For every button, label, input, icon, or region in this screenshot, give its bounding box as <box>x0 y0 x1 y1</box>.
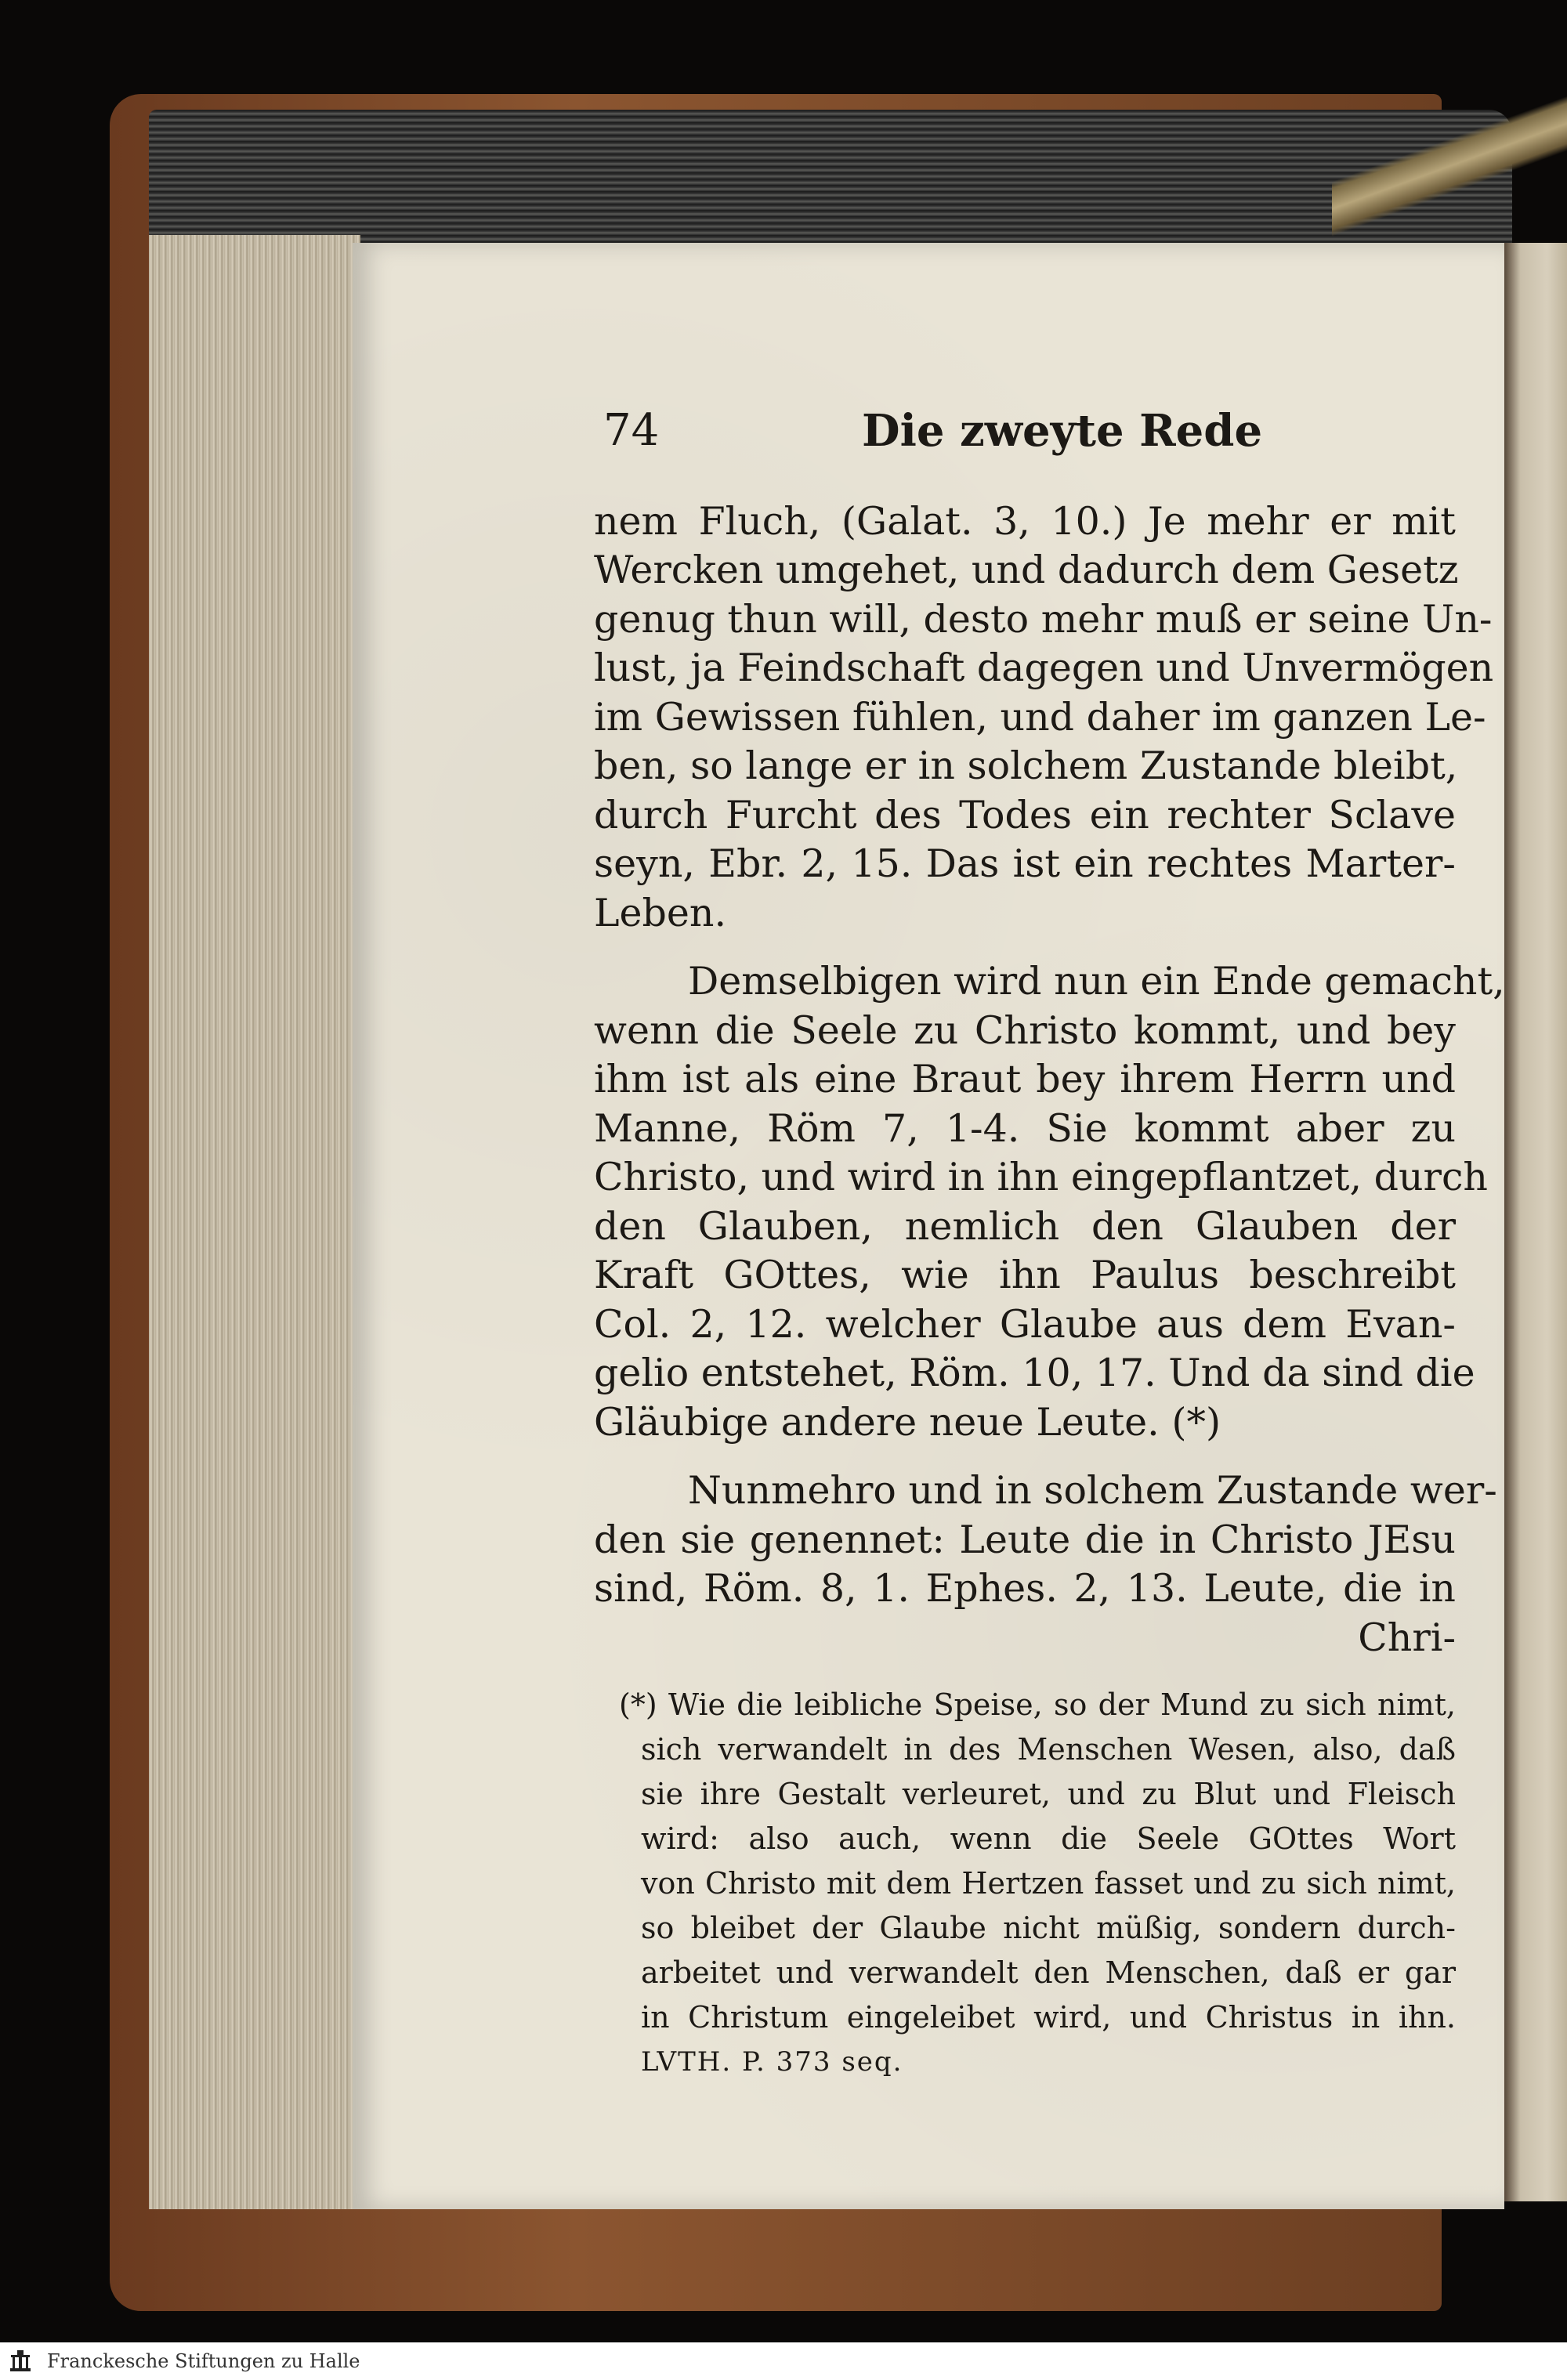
footnote-line: arbeitet und verwandelt den Menschen, daß er gar <box>641 1955 1456 1990</box>
text-line: Wercken umgehet, und dadurch dem Gesetz <box>594 548 1459 592</box>
text-line: Manne, Röm 7, 1-4. Sie kommt aber zu <box>594 1106 1456 1151</box>
text-line: im Gewissen fühlen, und daher im ganzen Le- <box>594 695 1486 740</box>
text-line: durch Furcht des Todes ein rechter Sclave <box>594 793 1456 837</box>
footnote-line: sie ihre Gestalt verleuret, und zu Blut und Fleisch <box>641 1777 1456 1811</box>
text-line: seyn, Ebr. 2, 15. Das ist ein rechtes Marter- <box>594 841 1456 886</box>
text-line: sind, Röm. 8, 1. Ephes. 2, 13. Leute, die in <box>594 1566 1456 1611</box>
facing-page-edge <box>1500 243 1567 2201</box>
text-line: wenn die Seele zu Christo kommt, und bey <box>594 1008 1456 1053</box>
footnote-line: von Christo mit dem Hertzen fasset und zu sich nimt, <box>641 1866 1456 1901</box>
bookmark-ribbon <box>1332 94 1567 259</box>
text-line: gelio entstehet, Röm. 10, 17. Und da sind die <box>594 1351 1475 1395</box>
text-line: Chri- <box>1358 1615 1456 1660</box>
footnote-line: wird: also auch, wenn die Seele GOttes Wort <box>641 1821 1456 1856</box>
footer-bar <box>0 2342 1567 2380</box>
page-stack-left-edge <box>149 235 360 2209</box>
footnote-line: sich verwandelt in des Menschen Wesen, also, daß <box>641 1732 1456 1767</box>
footnote-line: (*) Wie die leibliche Speise, so der Mund zu sich nimt, <box>619 1687 1456 1722</box>
text-line: genug thun will, desto mehr muß er seine Un- <box>594 597 1493 642</box>
institution-logo-icon <box>6 2347 34 2375</box>
text-line: Demselbigen wird nun ein Ende gemacht, <box>688 959 1505 1004</box>
text-line: Christo, und wird in ihn eingepflantzet, durch <box>594 1155 1488 1199</box>
footnote-line: in Christum eingeleibet wird, und Christus in ihn. <box>641 2000 1456 2035</box>
page-number: 74 <box>603 405 660 456</box>
text-line: nem Fluch, (Galat. 3, 10.) Je mehr er mit <box>594 499 1456 544</box>
footnote-line: LVTH. P. 373 seq. <box>641 2046 903 2078</box>
institution-name: Franckesche Stiftungen zu Halle <box>47 2350 360 2372</box>
running-title: Die zweyte Rede <box>862 405 1263 457</box>
footnote-line: so bleibet der Glaube nicht müßig, sondern durch- <box>641 1911 1456 1945</box>
text-line: Gläubige andere neue Leute. (*) <box>594 1400 1221 1445</box>
text-line: den sie genennet: Leute die in Christo JEsu <box>594 1517 1456 1562</box>
running-head <box>603 396 1465 466</box>
text-line: Leben. <box>594 891 727 935</box>
text-line: ihm ist als eine Braut bey ihrem Herrn und <box>594 1057 1456 1101</box>
text-line: Col. 2, 12. welcher Glaube aus dem Evan- <box>594 1302 1456 1347</box>
text-line: ben, so lange er in solchem Zustande bleibt, <box>594 743 1458 788</box>
text-line: den Glauben, nemlich den Glauben der <box>594 1204 1456 1249</box>
text-line: Kraft GOttes, wie ihn Paulus beschreibt <box>594 1253 1456 1297</box>
text-line: Nunmehro und in solchem Zustande wer- <box>688 1468 1497 1513</box>
text-line: lust, ja Feindschaft dagegen und Unvermögen <box>594 646 1494 690</box>
